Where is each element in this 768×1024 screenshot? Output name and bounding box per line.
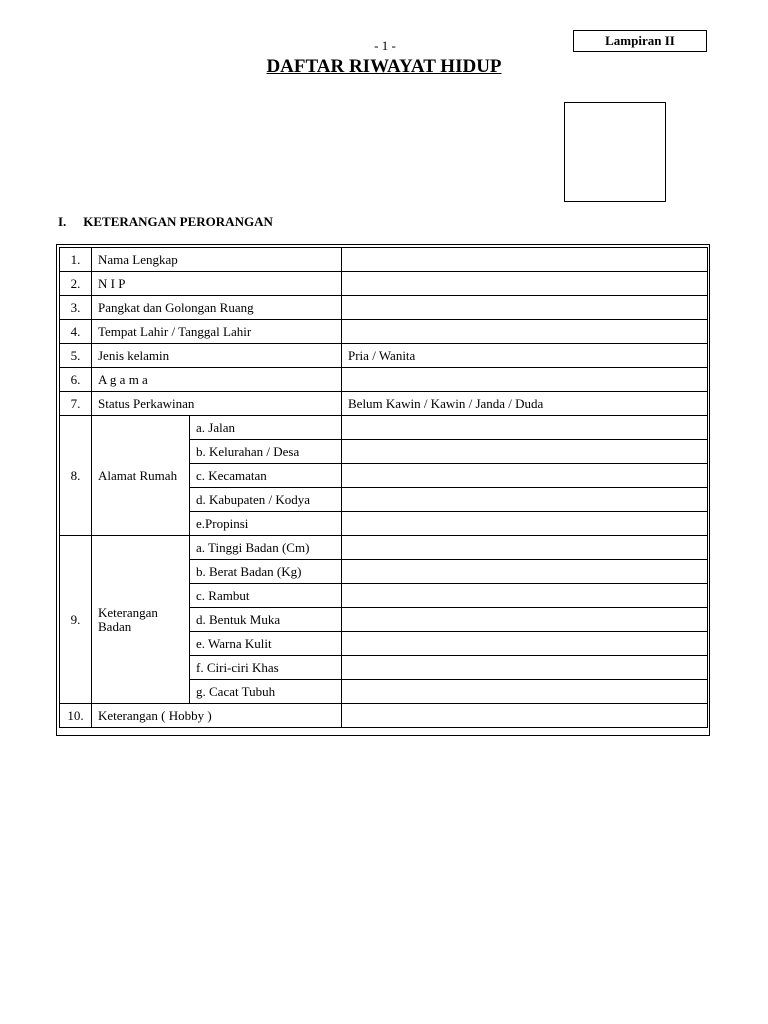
row-number: 7. [60, 392, 92, 416]
sub-field-label: e.Propinsi [190, 512, 342, 536]
sub-field-label: c. Rambut [190, 584, 342, 608]
field-label: Nama Lengkap [92, 248, 342, 272]
sub-field-label: a. Tinggi Badan (Cm) [190, 536, 342, 560]
table-row [60, 248, 708, 272]
field-value[interactable] [342, 248, 708, 272]
row-number: 1. [60, 248, 92, 272]
field-label: Jenis kelamin [92, 344, 342, 368]
photo-placeholder [564, 102, 666, 202]
field-label: A g a m a [92, 368, 342, 392]
sub-field-label: a. Jalan [190, 416, 342, 440]
field-value[interactable] [342, 512, 708, 536]
row-number: 6. [60, 368, 92, 392]
group-label: Alamat Rumah [92, 416, 190, 536]
field-value[interactable] [342, 632, 708, 656]
field-label: Keterangan ( Hobby ) [92, 704, 342, 728]
field-label: Pangkat dan Golongan Ruang [92, 296, 342, 320]
row-number: 2. [60, 272, 92, 296]
field-value[interactable] [342, 560, 708, 584]
sub-field-label: c. Kecamatan [190, 464, 342, 488]
table-row [60, 296, 708, 320]
table-row [60, 272, 708, 296]
sub-field-label: b. Kelurahan / Desa [190, 440, 342, 464]
row-number: 4. [60, 320, 92, 344]
row-number: 8. [60, 416, 92, 536]
sub-field-label: e. Warna Kulit [190, 632, 342, 656]
table-row [60, 704, 708, 728]
field-value[interactable] [342, 680, 708, 704]
page-number: - 1 - [374, 38, 396, 53]
field-value[interactable] [342, 608, 708, 632]
row-number: 10. [60, 704, 92, 728]
row-number: 9. [60, 536, 92, 704]
field-value[interactable] [342, 320, 708, 344]
field-value[interactable] [342, 272, 708, 296]
document-title: DAFTAR RIWAYAT HIDUP [266, 56, 502, 77]
row-number: 3. [60, 296, 92, 320]
field-value[interactable]: Pria / Wanita [342, 344, 708, 368]
field-label: Status Perkawinan [92, 392, 342, 416]
field-value[interactable] [342, 656, 708, 680]
field-value[interactable] [342, 584, 708, 608]
field-value[interactable] [342, 488, 708, 512]
sub-field-label: d. Bentuk Muka [190, 608, 342, 632]
table-row [60, 392, 708, 416]
sub-field-label: b. Berat Badan (Kg) [190, 560, 342, 584]
field-value[interactable] [342, 704, 708, 728]
table-row [60, 368, 708, 392]
field-value[interactable] [342, 464, 708, 488]
section-number: I. [58, 214, 67, 229]
section-title: KETERANGAN PERORANGAN [83, 214, 273, 229]
table-row [60, 536, 708, 560]
personal-info-form [56, 244, 710, 736]
group-label: Keterangan Badan [92, 536, 190, 704]
field-value[interactable] [342, 296, 708, 320]
field-value[interactable]: Belum Kawin / Kawin / Janda / Duda [342, 392, 708, 416]
field-value[interactable] [342, 416, 708, 440]
attachment-label: Lampiran II [573, 30, 707, 52]
field-value[interactable] [342, 368, 708, 392]
field-value[interactable] [342, 440, 708, 464]
personal-info-table [59, 247, 708, 728]
sub-field-label: f. Ciri-ciri Khas [190, 656, 342, 680]
table-row [60, 320, 708, 344]
field-label: N I P [92, 272, 342, 296]
section-heading [58, 214, 273, 230]
field-label: Tempat Lahir / Tanggal Lahir [92, 320, 342, 344]
sub-field-label: d. Kabupaten / Kodya [190, 488, 342, 512]
table-row [60, 416, 708, 440]
field-value[interactable] [342, 536, 708, 560]
row-number: 5. [60, 344, 92, 368]
sub-field-label: g. Cacat Tubuh [190, 680, 342, 704]
table-row [60, 344, 708, 368]
